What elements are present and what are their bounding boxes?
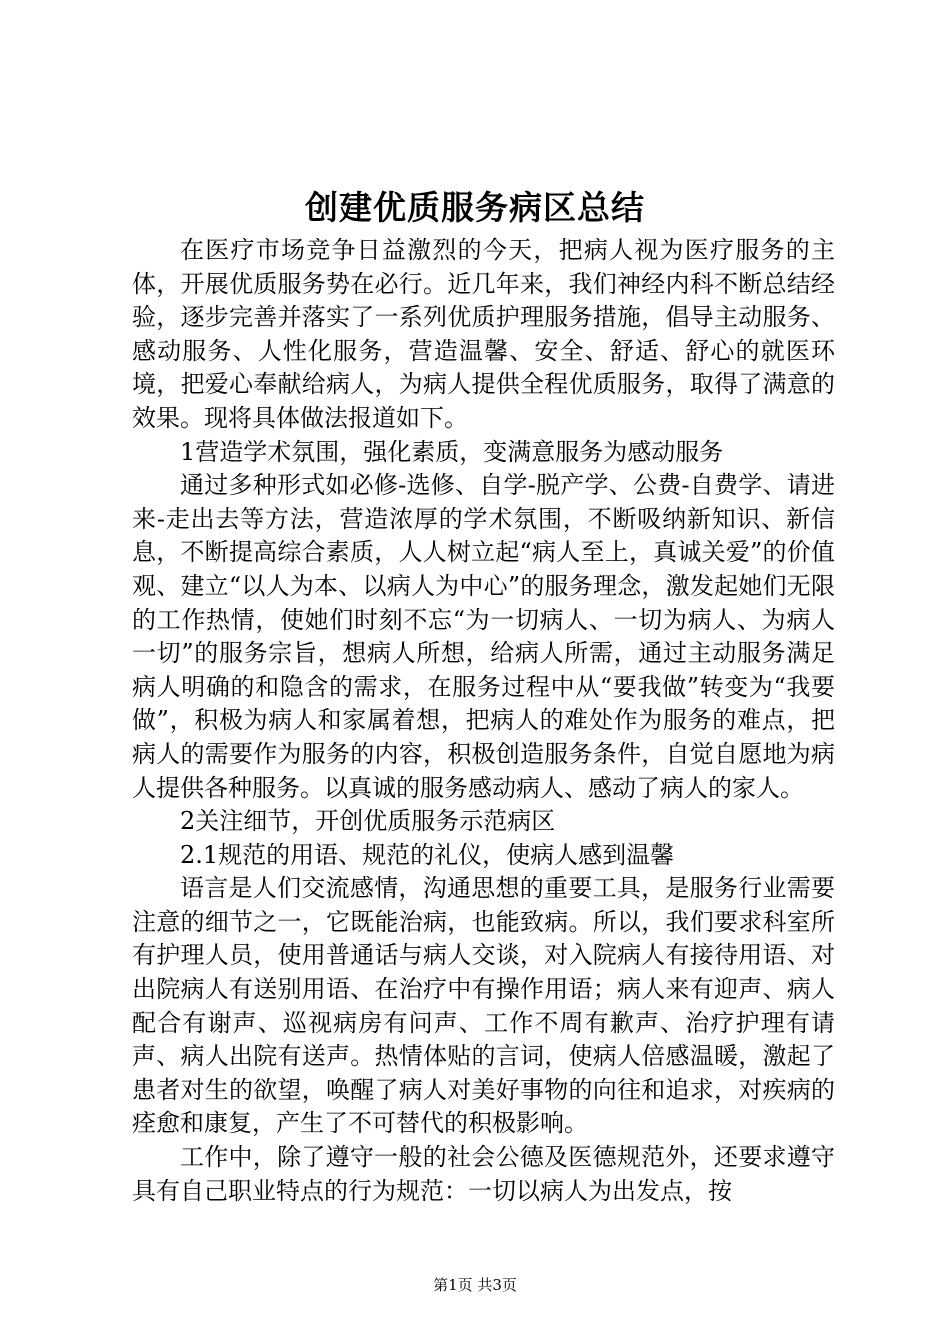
subsection-2-1-paragraph-continued: 工作中，除了遵守一般的社会公德及医德规范外，还要求遵守具有自己职业特点的行为规范：一切以病人为出发点，按: [132, 1143, 835, 1205]
subsection-2-1-paragraph: 语言是人们交流感情，沟通思想的重要工具，是服务行业需要注意的细节之一，它既能治病，也能致病。所以，我们要求科室所有护理人员，使用普通话与病人交谈，对入院病人有接待用语、对出院病人有送别用语、在治疗中有操作用语；病人来有迎声、病人配合有谢声、巡视病房有问声、工作不周有歉声、治疗护理有请声、病人出院有送声。热情体贴的言词，使病人倍感温暖，激起了患者对生的欲望，唤醒了病人对美好事物的向往和追求，对疾病的痊愈和康复，产生了不可替代的积极影响。: [132, 874, 835, 1138]
document-title: 创建优质服务病区总结: [305, 188, 645, 227]
intro-paragraph: 在医疗市场竞争日益激烈的今天，把病人视为医疗服务的主体，开展优质服务势在必行。近几年来，我们神经内科不断总结经验，逐步完善并落实了一系列优质护理服务措施，倡导主动服务、感动服务、人性化服务，营造温馨、安全、舒适、舒心的就医环境，把爱心奉献给病人，为病人提供全程优质服务，取得了满意的效果。现将具体做法报道如下。: [132, 236, 835, 432]
subsection-heading-2-1: 2.1规范的用语、规范的礼仪，使病人感到温馨: [180, 840, 675, 869]
document-body: [132, 234, 835, 1208]
page-footer: 第1页 共3页: [433, 1276, 517, 1294]
section-heading-2: 2关注细节，开创优质服务示范病区: [180, 807, 556, 836]
section-1-paragraph: 通过多种形式如必修-选修、自学-脱产学、公费-自费学、请进来-走出去等方法，营造浓厚的学术氛围，不断吸纳新知识、新信息，不断提高综合素质，人人树立起“病人至上，真诚关爱”的价值观、建立“以人为本、以病人为中心”的服务理念，激发起她们无限的工作热情，使她们时刻不忘“为一切病人、一切为病人、为病人一切”的服务宗旨，想病人所想，给病人所需，通过主动服务满足病人明确的和隐含的需求，在服务过程中从“要我做”转变为“我要做”，积极为病人和家属着想，把病人的难处作为服务的难点，把病人的需要作为服务的内容，积极创造服务条件，自觉自愿地为病人提供各种服务。以真诚的服务感动病人、感动了病人的家人。: [132, 471, 835, 802]
section-heading-1: 1营造学术氛围，强化素质，变满意服务为感动服务: [180, 437, 724, 466]
